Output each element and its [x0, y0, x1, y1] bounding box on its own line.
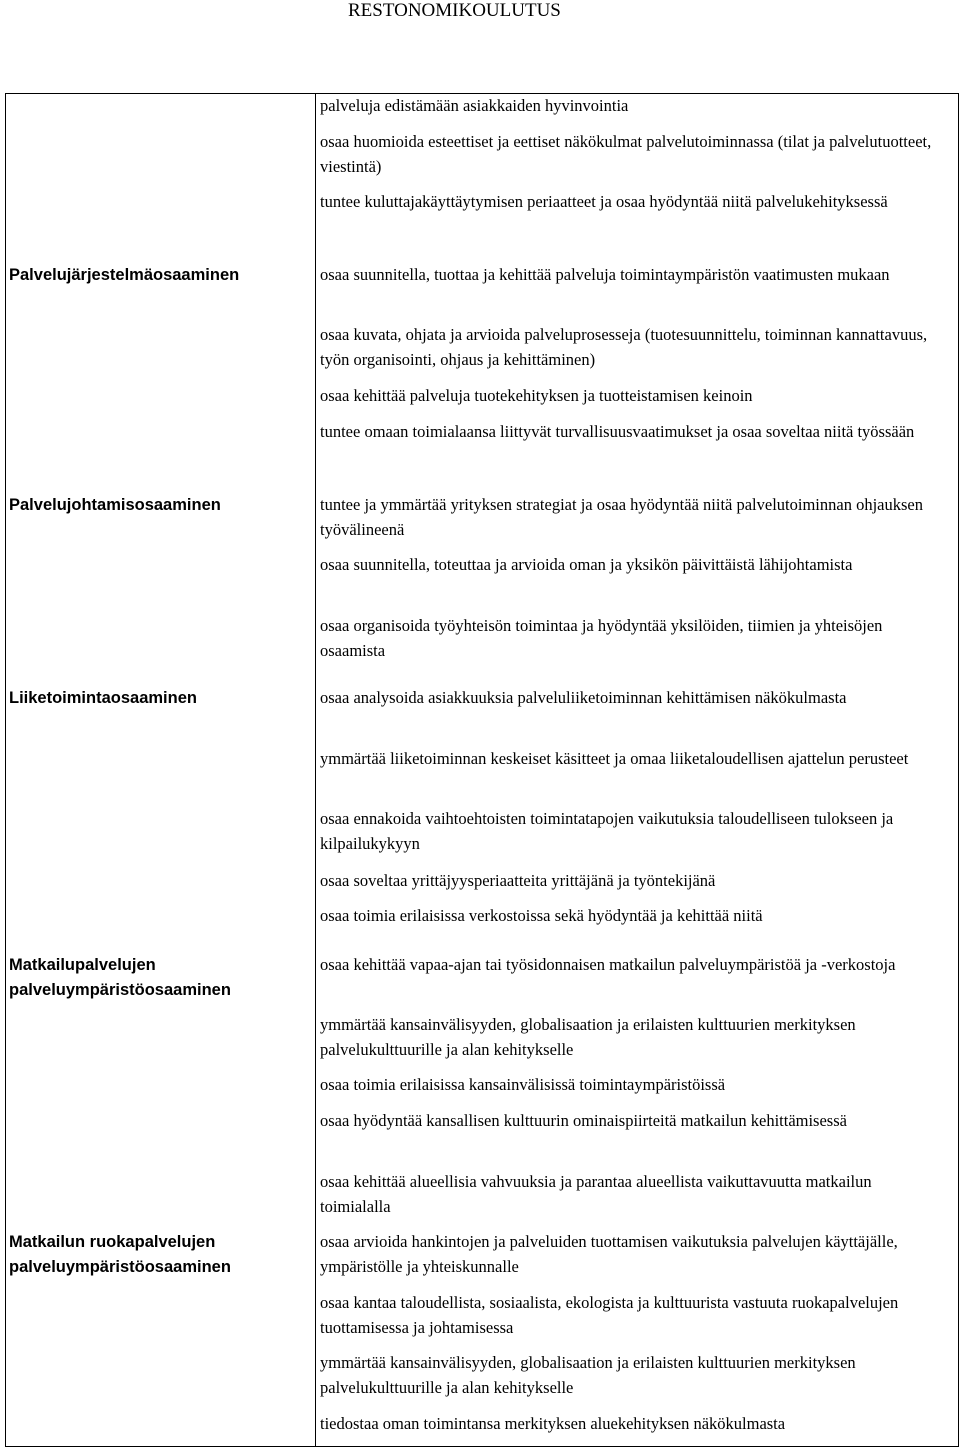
criterion-text: osaa toimia erilaisissa verkostoissa sekä hyödyntää ja kehittää niitä — [320, 906, 763, 925]
criterion-text: tuntee omaan toimialaansa liittyvät turvallisuusvaatimukset ja osaa soveltaa niitä työssään — [320, 422, 915, 441]
criterion-text: tuntee kuluttajakäyttäytymisen periaatteet ja osaa hyödyntää niitä palvelukehityksessä — [320, 192, 888, 211]
criterion-text: osaa suunnitella, tuottaa ja kehittää palveluja toimintaympäristön vaatimusten mukaan — [320, 265, 890, 284]
criterion-text: osaa arvioida hankintojen ja palveluiden tuottamisen vaikutuksia palvelujen käyttäjälle, ympäristölle ja yhteiskunnalle — [320, 1232, 898, 1276]
criterion-text: osaa kantaa taloudellista, sosiaalista, ekologista ja kulttuurista vastuuta ruokapalvelujen tuottamisessa ja johtamisessa — [320, 1293, 899, 1337]
competence-area-title: Liiketoimintaosaaminen — [9, 689, 197, 707]
criterion-text: osaa huomioida esteettiset ja eettiset näkökulmat palvelutoiminnassa (tilat ja palvelutuotteet, viestintä) — [320, 132, 932, 176]
criterion-text: tuntee ja ymmärtää yrityksen strategiat ja osaa hyödyntää niitä palvelutoiminnan ohjauksen työvälineenä — [320, 495, 923, 539]
criterion-text: tiedostaa oman toimintansa merkityksen aluekehityksen näkökulmasta — [320, 1414, 786, 1433]
competence-area-title: Matkailupalvelujen palveluympäristöosaaminen — [9, 956, 231, 999]
criterion-text: osaa kehittää vapaa-ajan tai työsidonnaisen matkailun palveluympäristöä ja -verkostoja — [320, 955, 896, 974]
competence-area-title: Palvelujohtamisosaaminen — [9, 496, 221, 514]
page-title: RESTONOMIKOULUTUS — [348, 0, 561, 21]
criterion-text: osaa organisoida työyhteisön toimintaa ja hyödyntää yksilöiden, tiimien ja yhteisöjen osaamista — [320, 616, 883, 660]
criterion-text: osaa hyödyntää kansallisen kulttuurin ominaispiirteitä matkailun kehittämisessä — [320, 1111, 847, 1130]
competence-area-title: Matkailun ruokapalvelujen palveluympäristöosaaminen — [9, 1233, 231, 1276]
competence-area-title: Palvelujärjestelmäosaaminen — [9, 266, 240, 284]
criterion-text: osaa soveltaa yrittäjyysperiaatteita yrittäjänä ja työntekijänä — [320, 871, 716, 890]
criterion-text: palveluja edistämään asiakkaiden hyvinvointia — [320, 96, 629, 115]
criterion-text: osaa kehittää alueellisia vahvuuksia ja parantaa alueellista vaikuttavuutta matkailun toimialalla — [320, 1172, 872, 1216]
criterion-text: osaa analysoida asiakkuuksia palveluliiketoiminnan kehittämisen näkökulmasta — [320, 688, 847, 707]
criterion-text: osaa suunnitella, toteuttaa ja arvioida oman ja yksikön päivittäistä lähijohtamista — [320, 555, 853, 574]
column-divider — [315, 94, 316, 1446]
criterion-text: ymmärtää kansainvälisyyden, globalisaation ja erilaisten kulttuurien merkityksen palvelukulttuurille ja alan kehitykselle — [320, 1353, 856, 1397]
criterion-text: osaa kehittää palveluja tuotekehityksen ja tuotteistamisen keinoin — [320, 386, 753, 405]
criterion-text: osaa kuvata, ohjata ja arvioida palveluprosesseja (tuotesuunnittelu, toiminnan kannattavuus, työn organisointi, ohjaus ja kehittäminen) — [320, 325, 928, 369]
criterion-text: ymmärtää kansainvälisyyden, globalisaation ja erilaisten kulttuurien merkityksen palvelukulttuurille ja alan kehitykselle — [320, 1015, 856, 1059]
criterion-text: osaa toimia erilaisissa kansainvälisissä toimintaympäristöissä — [320, 1075, 726, 1094]
criterion-text: ymmärtää liiketoiminnan keskeiset käsitteet ja omaa liiketaloudellisen ajattelun perusteet — [320, 749, 909, 768]
criterion-text: osaa ennakoida vaihtoehtoisten toimintatapojen vaikutuksia taloudelliseen tulokseen ja kilpailukykyyn — [320, 809, 894, 853]
